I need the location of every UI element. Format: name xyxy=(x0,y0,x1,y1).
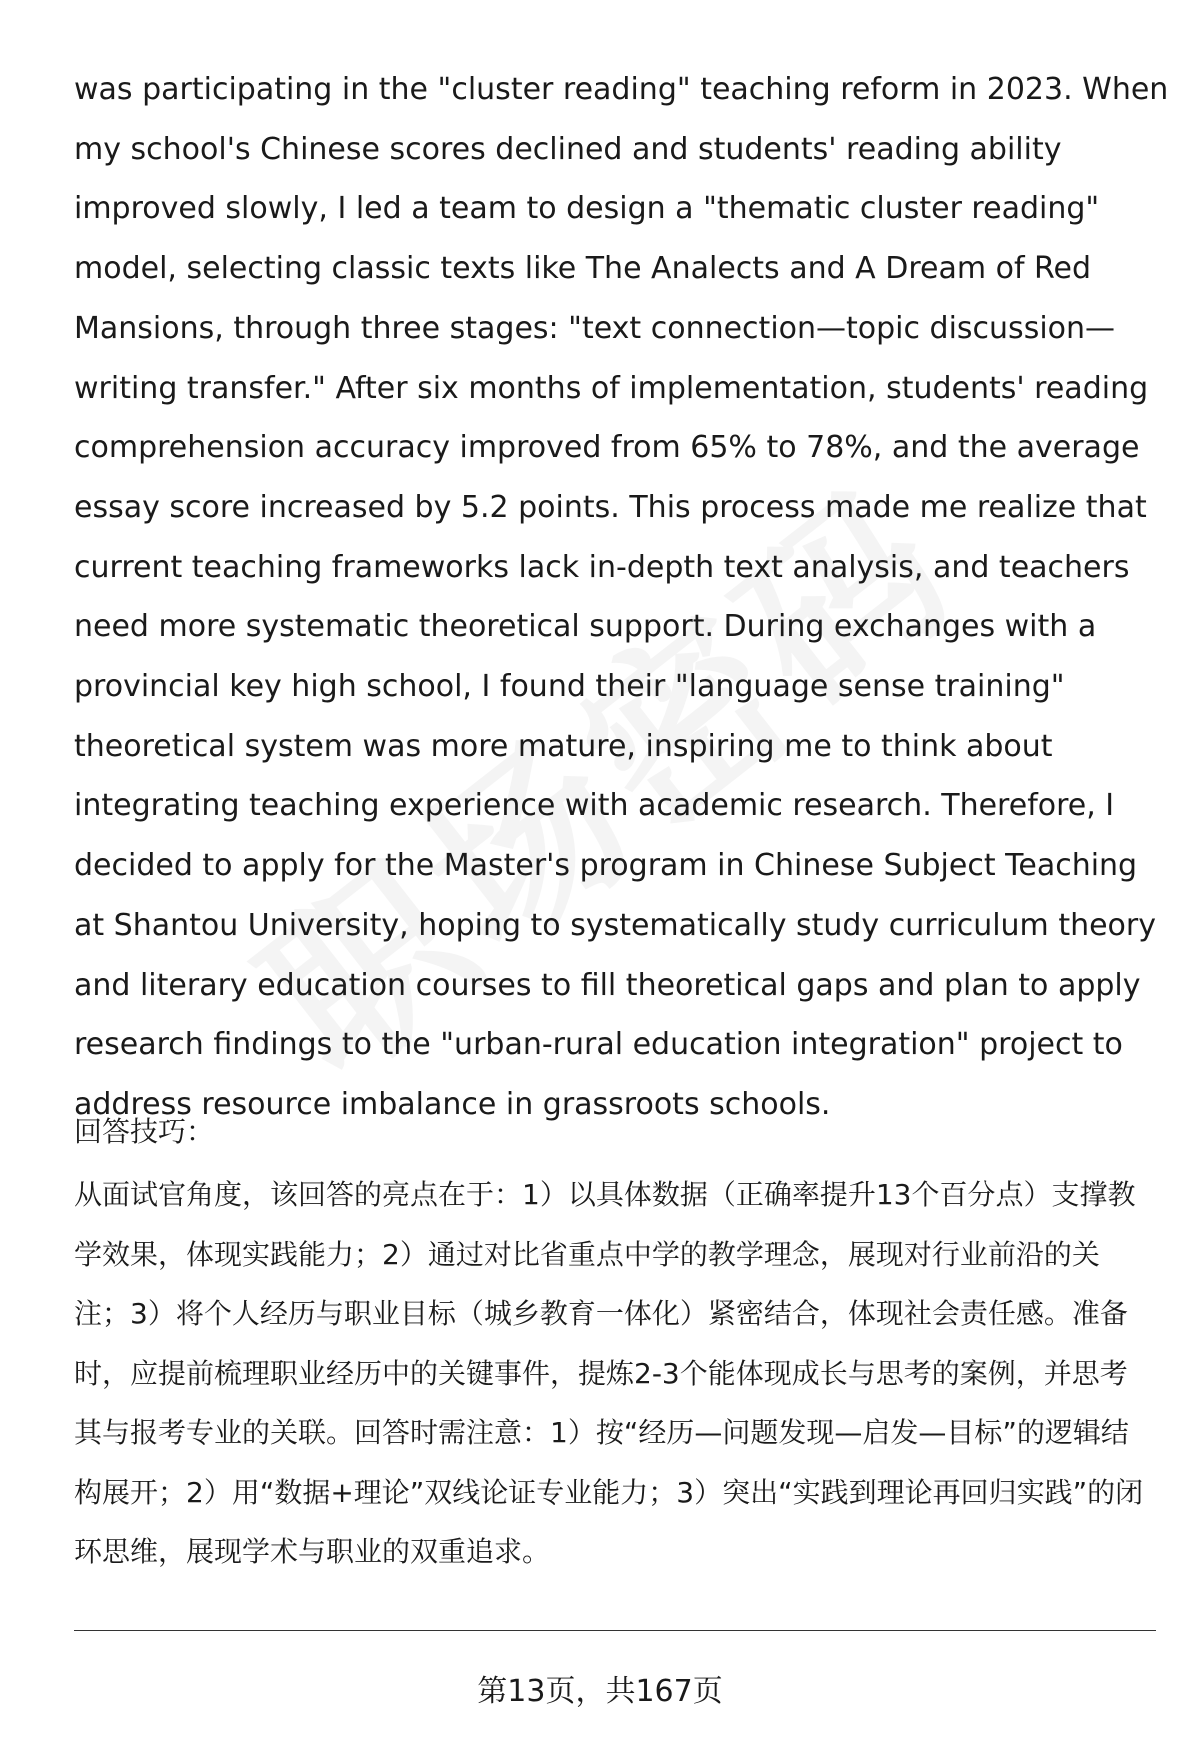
english-answer-paragraph: was participating in the "cluster reading" teaching reform in 2023. When my school's Chinese scores declined and students' reading ability improved slowly, I led a team to design a "thematic cluster reading" model, selecting classic texts like The Analects and A Dream of Red Mansions, through three stages: "text connection—topic discussion—writing transfer." After six months of implementation, students' reading comprehension accuracy improved from 65% to 78%, and the average essay score increased by 5.2 points. This process made me realize that current teaching frameworks lack in-depth text analysis, and teachers need more systematic theoretical support. During exchanges with a provincial key high school, I found their "language sense training" theoretical system was more mature, inspiring me to think about integrating teaching experience with academic research. Therefore, I decided to apply for the Master's program in Chinese Subject Teaching at Shantou University, hoping to systematically study curriculum theory and literary education courses to fill theoretical gaps and plan to apply research findings to the "urban-rural education integration" project to address resource imbalance in grassroots schools. xyxy=(74,72,1169,1122)
tips-heading: 回答技巧： xyxy=(74,1115,215,1148)
footer-divider xyxy=(74,1630,1156,1631)
page-number: 第13页，共167页 xyxy=(477,1674,723,1709)
tips-body-paragraph: 从面试官角度，该回答的亮点在于：1）以具体数据（正确率提升13个百分点）支撑教学效果，体现实践能力；2）通过对比省重点中学的教学理念，展现对行业前沿的关注；3）将个人经历与职业目标（城乡教育一体化）紧密结合，体现社会责任感。准备时，应提前梳理职业经历中的关键事件，提炼2-3个能体现成长与思考的案例，并思考其与报考专业的关联。回答时需注意：1）按“经历—问题发现—启发—目标”的逻辑结构展开；2）用“数据+理论”双线论证专业能力；3）突出“实践到理论再回归实践”的闭环思维，展现学术与职业的双重追求。 xyxy=(74,1178,1144,1568)
